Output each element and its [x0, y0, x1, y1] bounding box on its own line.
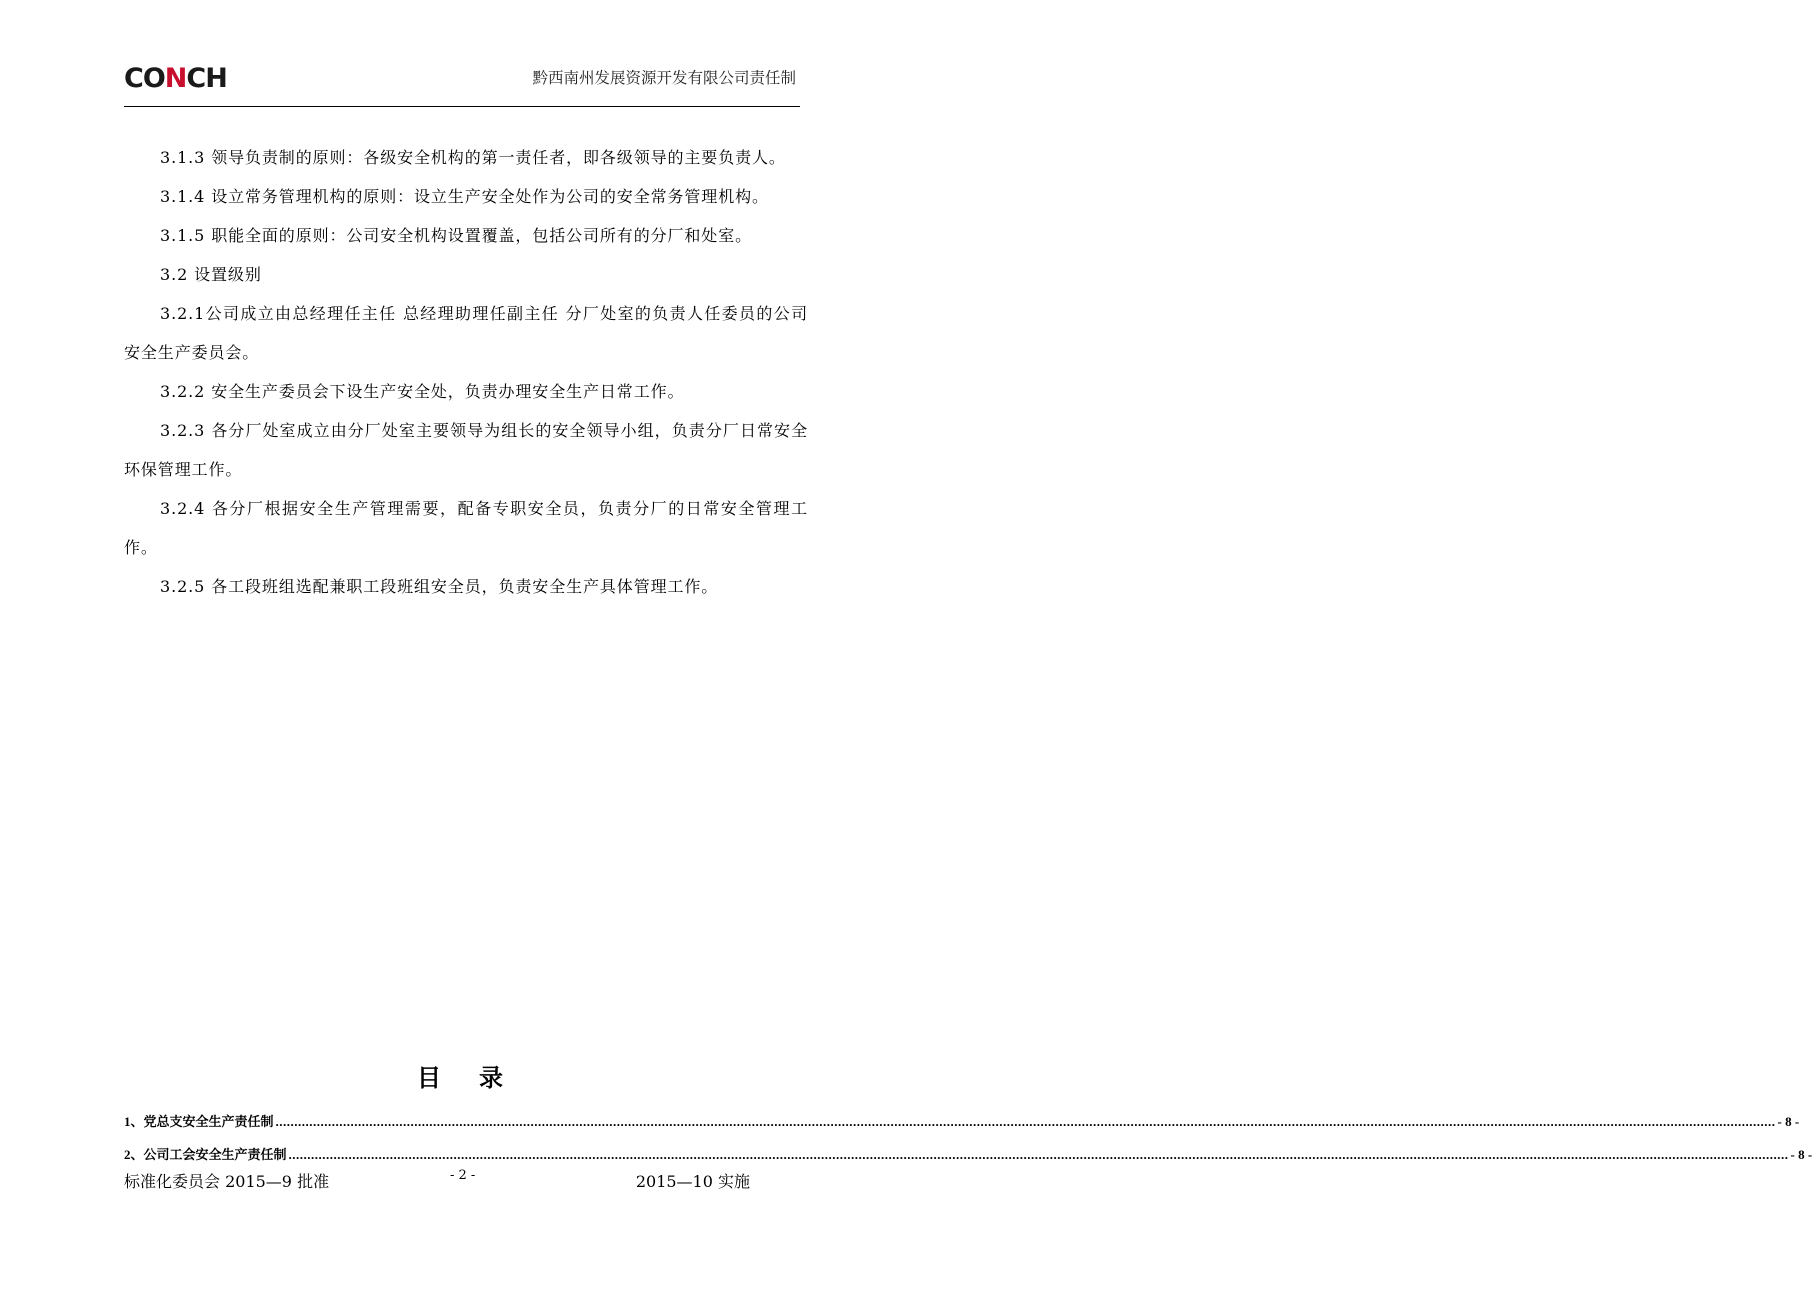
- footer-approval: 标准化委员会 2015—9 批准: [124, 1172, 330, 1191]
- paragraph-3-1-4: 3.1.4 设立常务管理机构的原则：设立生产安全处作为公司的安全常务管理机构。: [160, 187, 769, 206]
- conch-logo: [124, 64, 227, 94]
- toc-entry-label: 1、党总支安全生产责任制: [124, 1114, 274, 1129]
- page-number: - 2 -: [450, 1168, 476, 1183]
- paragraph-3-1-5: 3.1.5 职能全面的原则：公司安全机构设置覆盖，包括公司所有的分厂和处室。: [160, 226, 752, 245]
- paragraph-3-2-2: 3.2.2 安全生产委员会下设生产安全处，负责办理安全生产日常工作。: [160, 382, 685, 401]
- toc-entry[interactable]: [124, 1110, 1800, 1143]
- body-text: [124, 138, 808, 606]
- toc-title: 目录: [417, 1063, 541, 1092]
- footer-implementation: 2015—10 实施: [635, 1172, 750, 1191]
- page-footer: [124, 1168, 800, 1196]
- paragraph-3-2-3: 3.2.3 各分厂处室成立由分厂处室主要领导为组长的安全领导小组，负责分厂日常安全环保管理工作。: [124, 421, 808, 479]
- toc-entry-page: - 8 -: [1777, 1114, 1800, 1129]
- toc-entry-label: 2、公司工会安全生产责任制: [124, 1147, 287, 1162]
- paragraph-3-2: 3.2 设置级别: [160, 265, 262, 284]
- paragraph-3-2-4: 3.2.4 各分厂根据安全生产管理需要，配备专职安全员，负责分厂的日常安全管理工作。: [124, 499, 808, 557]
- toc-leader-dots: ................................................................................................................................................................................................................................................................................................................................................................................................................: [275, 1114, 1776, 1129]
- toc-entry-page: - 8 -: [1790, 1147, 1812, 1162]
- paragraph-3-2-1: 3.2.1公司成立由总经理任主任 总经理助理任副主任 分厂处室的负责人任委员的公司安全生产委员会。: [124, 304, 808, 362]
- toc-leader-dots: ................................................................................................................................................................................................................................................................................................................................................................................................................: [288, 1147, 1789, 1162]
- page-header: [124, 62, 800, 107]
- paragraph-3-2-5: 3.2.5 各工段班组选配兼职工段班组安全员，负责安全生产具体管理工作。: [160, 577, 719, 596]
- logo-text-part3: CH: [186, 63, 227, 94]
- company-name: 黔西南州发展资源开发有限公司责任制: [532, 69, 796, 87]
- paragraph-3-1-3: 3.1.3 领导负责制的原则：各级安全机构的第一责任者，即各级领导的主要负责人。: [160, 148, 786, 167]
- logo-text-part1: CO: [124, 63, 165, 94]
- logo-text-accent: N: [164, 63, 187, 94]
